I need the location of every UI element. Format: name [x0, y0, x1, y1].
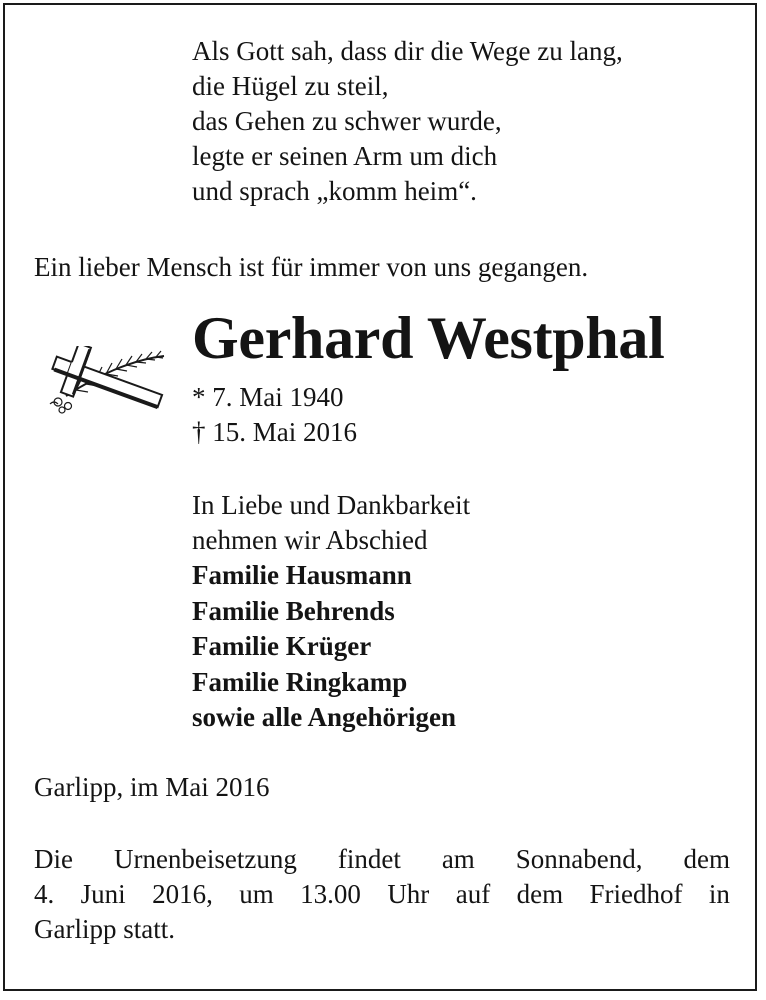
- mourner: sowie alle Angehörigen: [192, 702, 456, 732]
- life-dates: [192, 380, 357, 450]
- word: Uhr: [387, 879, 430, 909]
- word: 2016,: [152, 879, 213, 909]
- mourner: Familie Krüger: [192, 631, 372, 661]
- word: dem: [683, 844, 730, 874]
- mourner: Familie Behrends: [192, 595, 395, 626]
- deceased-name: Gerhard Westphal: [192, 305, 665, 371]
- word: auf: [455, 879, 491, 909]
- word: dem: [516, 879, 564, 909]
- burial-notice: [34, 842, 730, 947]
- farewell-line: In Liebe und Dankbarkeit: [192, 490, 471, 520]
- death-date: † 15. Mai 2016: [192, 417, 357, 447]
- mourner: Familie Ringkamp: [192, 666, 408, 697]
- word: Friedhof: [589, 879, 683, 909]
- word: Juni: [80, 879, 126, 909]
- burial-line-2: [34, 877, 730, 912]
- word: Die: [34, 844, 73, 874]
- word: findet: [337, 844, 401, 874]
- birth-date: * 7. Mai 1940: [192, 382, 344, 412]
- poem-line: das Gehen zu schwer wurde,: [192, 106, 502, 136]
- poem-line: legte er seinen Arm um dich: [192, 141, 498, 171]
- burial-line-1: [34, 842, 730, 877]
- word: in: [708, 879, 730, 909]
- word: am: [441, 844, 475, 874]
- mourner: Familie Hausmann: [192, 560, 412, 590]
- word: um: [239, 879, 274, 909]
- word: Sonnabend,: [515, 844, 643, 874]
- word: 4.: [34, 879, 55, 909]
- poem-line: und sprach „komm heim“.: [192, 176, 477, 206]
- word: Urnenbeisetzung: [113, 844, 297, 874]
- intro-text: Ein lieber Mensch ist für immer von uns gegangen.: [34, 252, 589, 282]
- word: 13.00: [300, 879, 361, 909]
- poem-line: die Hügel zu steil,: [192, 71, 389, 101]
- place-and-date: Garlipp, im Mai 2016: [34, 772, 270, 802]
- poem-line: Als Gott sah, dass dir die Wege zu lang,: [192, 36, 623, 66]
- farewell-line: nehmen wir Abschied: [192, 525, 428, 555]
- mourners-list: [192, 558, 456, 736]
- cross-with-palm-branch-icon: [36, 346, 196, 416]
- farewell-text: [192, 488, 470, 558]
- burial-line-3: Garlipp statt.: [34, 914, 175, 944]
- poem: [192, 34, 623, 209]
